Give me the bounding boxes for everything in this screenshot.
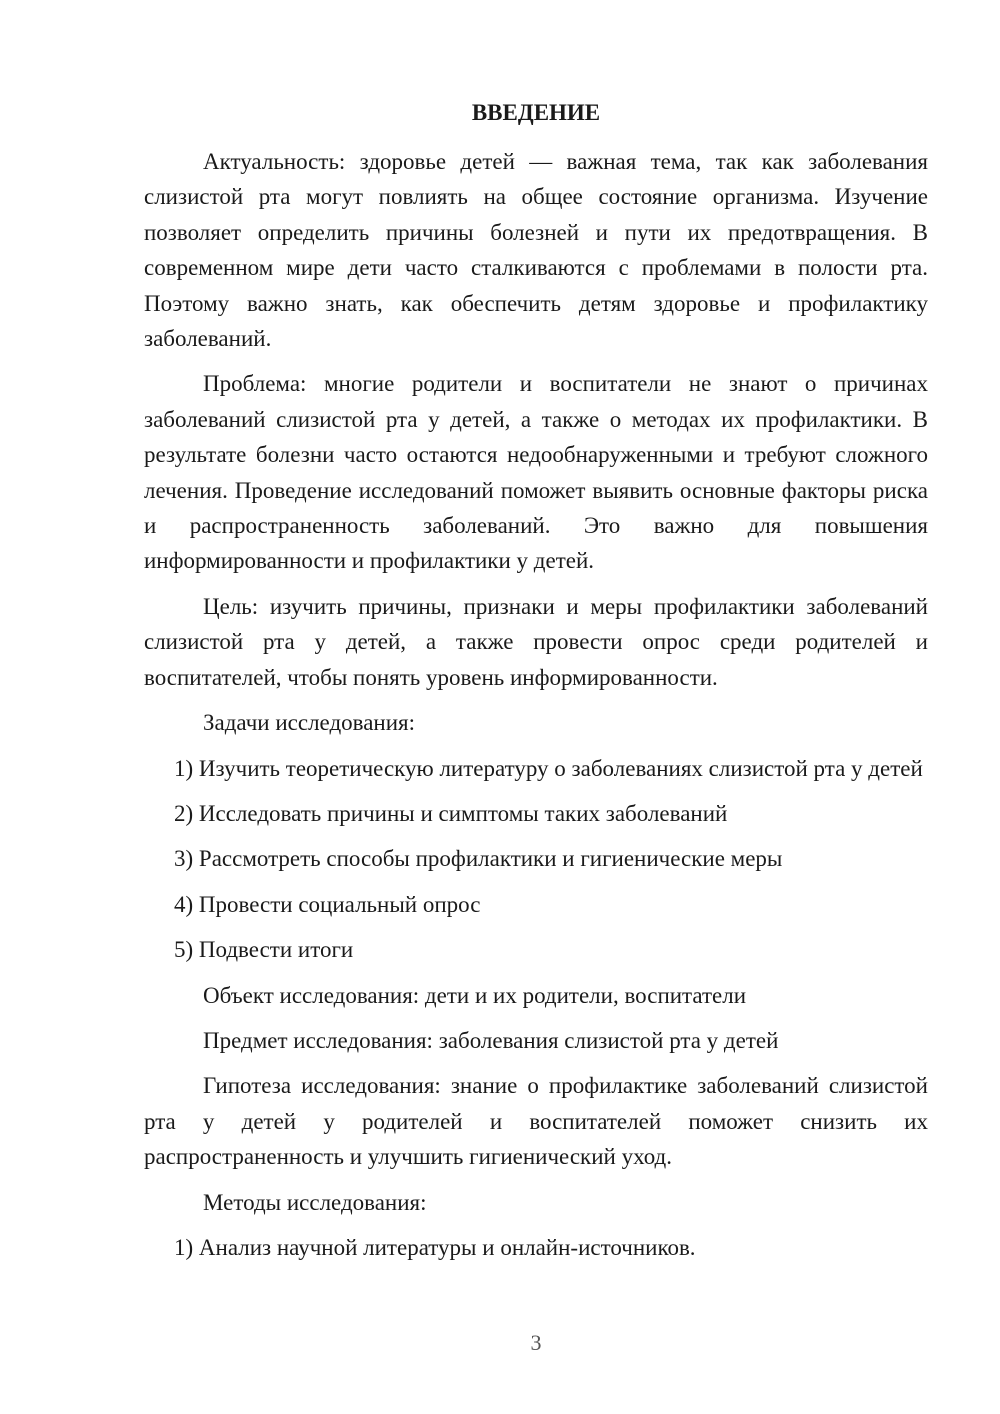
page-title: ВВЕДЕНИЕ: [471, 100, 601, 125]
hypothesis-paragraph: Гипотеза исследования: знание о профилактике заболеваний слизистой рта у детей у родителей и воспитателей поможет снизить их распространенность и улучшить гигиенический уход.: [144, 1073, 928, 1170]
subject-line: Предмет исследования: заболевания слизистой рта у детей: [203, 1027, 779, 1053]
problem-paragraph: Проблема: многие родители и воспитатели не знают о причинах заболеваний слизистой рта у детей, а также о методах их профилактики. В результате болезни часто остаются недообнаруженными и требуют сложного лечения. Проведение исследований поможет выявить основные факторы риска и распространенность заболеваний. Это важно для повышения информированности и профилактики у детей.: [144, 371, 928, 574]
page-number: 3: [530, 1330, 542, 1355]
task-item-1: 1) Изучить теоретическую литературу о заболеваниях слизистой рта у детей: [174, 755, 923, 781]
task-item-4: 4) Провести социальный опрос: [174, 891, 481, 917]
tasks-heading: Задачи исследования:: [203, 710, 416, 736]
document-body: [144, 95, 928, 1275]
methods-heading: Методы исследования:: [203, 1189, 427, 1215]
task-item-3: 3) Рассмотреть способы профилактики и гигиенические меры: [174, 846, 783, 872]
method-item-1: 1) Анализ научной литературы и онлайн-источников.: [174, 1234, 696, 1260]
object-line: Объект исследования: дети и их родители, воспитатели: [203, 982, 747, 1008]
task-item-5: 5) Подвести итоги: [174, 937, 354, 963]
relevance-paragraph: Актуальность: здоровье детей — важная тема, так как заболевания слизистой рта могут повлиять на общее состояние организма. Изучение позволяет определить причины болезней и пути их предотвращения. В современном мире дети часто сталкиваются с проблемами в полости рта. Поэтому важно знать, как обеспечить детям здоровье и профилактику заболеваний.: [144, 149, 928, 352]
task-item-2: 2) Исследовать причины и симптомы таких заболеваний: [174, 800, 728, 826]
goal-paragraph: Цель: изучить причины, признаки и меры профилактики заболеваний слизистой рта у детей, а также провести опрос среди родителей и воспитателей, чтобы понять уровень информированности.: [144, 593, 928, 690]
